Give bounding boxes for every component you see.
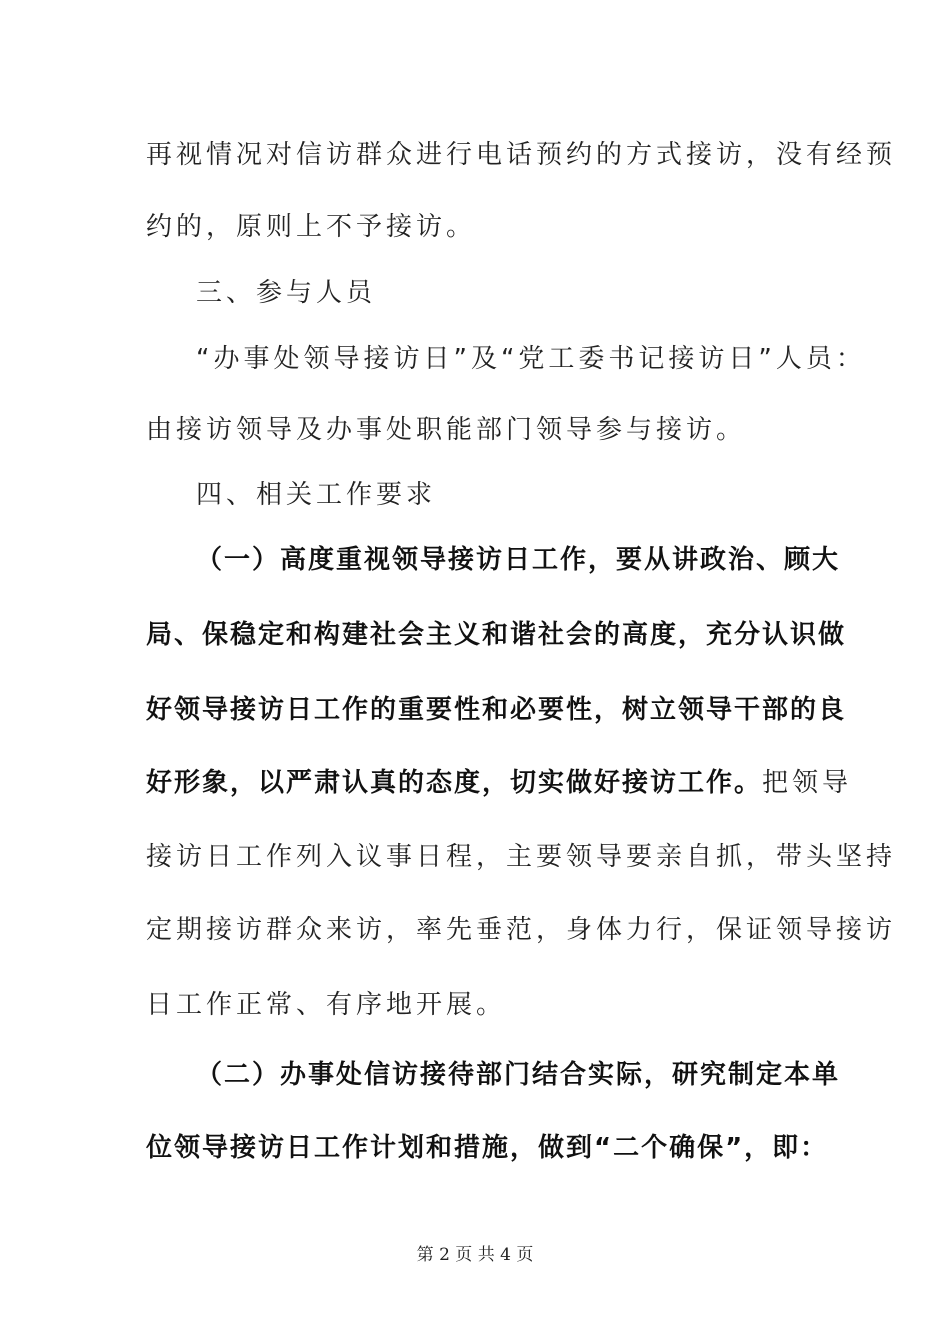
section-heading: 三、参与人员: [196, 278, 377, 308]
paragraph-line: 由接访领导及办事处职能部门领导参与接访。: [146, 415, 747, 445]
light-segment: 把领导: [762, 768, 853, 798]
paragraph-line: （一）高度重视领导接访日工作，要从讲政治、顾大: [196, 545, 841, 575]
paragraph-line: （二）办事处信访接待部门结合实际，研究制定本单: [196, 1060, 841, 1090]
page-number-label: 第 2 页 共 4 页: [416, 1245, 534, 1265]
paragraph-line: 好领导接访日工作的重要性和必要性，树立领导干部的良: [146, 695, 847, 725]
paragraph-line: 约的，原则上不予接访。: [146, 212, 477, 242]
bold-segment: 好形象，以严肃认真的态度，切实做好接访工作。: [146, 768, 763, 798]
paragraph-line: 位领导接访日工作计划和措施，做到“二个确保”，即：: [146, 1133, 829, 1163]
paragraph-line: “办事处领导接访日”及“党工委书记接访日”人员：: [196, 344, 866, 374]
paragraph-line: 日工作正常、有序地开展。: [146, 990, 507, 1020]
section-heading: 四、相关工作要求: [196, 480, 437, 510]
paragraph-line: 接访日工作列入议事日程，主要领导要亲自抓，带头坚持: [146, 842, 897, 872]
paragraph-line: 再视情况对信访群众进行电话预约的方式接访，没有经预: [146, 140, 897, 170]
paragraph-line: 局、保稳定和构建社会主义和谐社会的高度，充分认识做: [146, 620, 847, 650]
page-footer: [0, 1240, 950, 1265]
paragraph-line-mixed: [146, 768, 852, 798]
paragraph-line: 定期接访群众来访，率先垂范，身体力行，保证领导接访: [146, 915, 897, 945]
